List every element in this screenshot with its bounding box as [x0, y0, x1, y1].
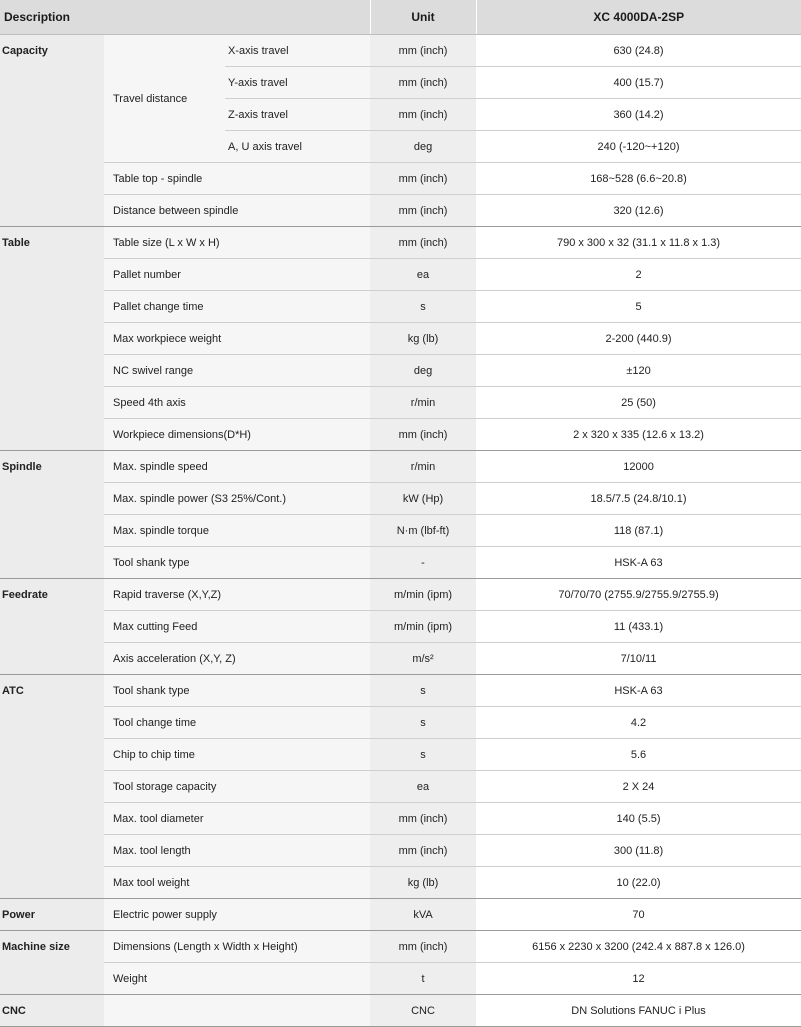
table-row [0, 515, 801, 547]
spec-table-body [0, 35, 801, 1027]
category-cell: Machine size [0, 931, 104, 995]
table-row [0, 547, 801, 579]
unit-cell: mm (inch) [370, 195, 476, 227]
table-row [0, 259, 801, 291]
item-cell: Table top - spindle [104, 163, 370, 195]
table-row [0, 227, 801, 259]
item-cell: Weight [104, 963, 370, 995]
item-cell: X-axis travel [225, 35, 370, 67]
value-cell: 5.6 [476, 739, 801, 771]
item-cell: Tool shank type [104, 547, 370, 579]
value-cell: ±120 [476, 355, 801, 387]
unit-cell: m/min (ipm) [370, 579, 476, 611]
table-row [0, 995, 801, 1027]
unit-cell: CNC [370, 995, 476, 1027]
table-row [0, 195, 801, 227]
unit-cell: m/min (ipm) [370, 611, 476, 643]
item-cell: Y-axis travel [225, 67, 370, 99]
table-row [0, 707, 801, 739]
item-cell: Max. spindle speed [104, 451, 370, 483]
table-row [0, 387, 801, 419]
header-unit: Unit [370, 0, 476, 35]
value-cell: 25 (50) [476, 387, 801, 419]
item-cell: Dimensions (Length x Width x Height) [104, 931, 370, 963]
unit-cell: r/min [370, 451, 476, 483]
value-cell: 18.5/7.5 (24.8/10.1) [476, 483, 801, 515]
group-cell: Travel distance [104, 35, 225, 163]
item-cell: Max cutting Feed [104, 611, 370, 643]
table-row [0, 35, 801, 67]
unit-cell: deg [370, 355, 476, 387]
item-cell: A, U axis travel [225, 131, 370, 163]
category-cell: Capacity [0, 35, 104, 227]
item-cell: NC swivel range [104, 355, 370, 387]
category-cell: CNC [0, 995, 104, 1027]
table-row [0, 419, 801, 451]
item-cell [104, 995, 370, 1027]
item-cell: Max workpiece weight [104, 323, 370, 355]
unit-cell: mm (inch) [370, 163, 476, 195]
table-row [0, 739, 801, 771]
table-row [0, 323, 801, 355]
category-cell: Spindle [0, 451, 104, 579]
item-cell: Rapid traverse (X,Y,Z) [104, 579, 370, 611]
category-cell: ATC [0, 675, 104, 899]
unit-cell: mm (inch) [370, 931, 476, 963]
table-row [0, 611, 801, 643]
item-cell: Workpiece dimensions(D*H) [104, 419, 370, 451]
category-cell: Table [0, 227, 104, 451]
table-row [0, 291, 801, 323]
unit-cell: m/s² [370, 643, 476, 675]
value-cell: HSK-A 63 [476, 547, 801, 579]
value-cell: 2 x 320 x 335 (12.6 x 13.2) [476, 419, 801, 451]
value-cell: DN Solutions FANUC i Plus [476, 995, 801, 1027]
value-cell: 7/10/11 [476, 643, 801, 675]
unit-cell: ea [370, 259, 476, 291]
table-row [0, 867, 801, 899]
table-row [0, 675, 801, 707]
value-cell: 360 (14.2) [476, 99, 801, 131]
unit-cell: s [370, 739, 476, 771]
unit-cell: mm (inch) [370, 67, 476, 99]
value-cell: 70 [476, 899, 801, 931]
item-cell: Max tool weight [104, 867, 370, 899]
category-cell: Feedrate [0, 579, 104, 675]
category-cell: Power [0, 899, 104, 931]
table-row [0, 483, 801, 515]
value-cell: 168~528 (6.6~20.8) [476, 163, 801, 195]
unit-cell: mm (inch) [370, 419, 476, 451]
item-cell: Max. spindle power (S3 25%/Cont.) [104, 483, 370, 515]
unit-cell: kg (lb) [370, 323, 476, 355]
value-cell: 630 (24.8) [476, 35, 801, 67]
unit-cell: N·m (lbf-ft) [370, 515, 476, 547]
value-cell: 12000 [476, 451, 801, 483]
unit-cell: mm (inch) [370, 99, 476, 131]
unit-cell: s [370, 675, 476, 707]
unit-cell: mm (inch) [370, 35, 476, 67]
unit-cell: mm (inch) [370, 803, 476, 835]
value-cell: 4.2 [476, 707, 801, 739]
value-cell: 2 X 24 [476, 771, 801, 803]
unit-cell: kW (Hp) [370, 483, 476, 515]
value-cell: 6156 x 2230 x 3200 (242.4 x 887.8 x 126.0) [476, 931, 801, 963]
value-cell: 11 (433.1) [476, 611, 801, 643]
item-cell: Max. spindle torque [104, 515, 370, 547]
value-cell: HSK-A 63 [476, 675, 801, 707]
table-row [0, 163, 801, 195]
table-row [0, 643, 801, 675]
table-header-row [0, 0, 801, 35]
item-cell: Pallet number [104, 259, 370, 291]
table-row [0, 355, 801, 387]
value-cell: 2 [476, 259, 801, 291]
table-row [0, 835, 801, 867]
unit-cell: mm (inch) [370, 227, 476, 259]
value-cell: 240 (-120~+120) [476, 131, 801, 163]
unit-cell: s [370, 291, 476, 323]
value-cell: 2-200 (440.9) [476, 323, 801, 355]
value-cell: 300 (11.8) [476, 835, 801, 867]
value-cell: 5 [476, 291, 801, 323]
header-model: XC 4000DA-2SP [476, 0, 801, 35]
table-row [0, 963, 801, 995]
item-cell: Tool shank type [104, 675, 370, 707]
value-cell: 400 (15.7) [476, 67, 801, 99]
table-row [0, 803, 801, 835]
unit-cell: kVA [370, 899, 476, 931]
item-cell: Max. tool length [104, 835, 370, 867]
item-cell: Chip to chip time [104, 739, 370, 771]
unit-cell: ea [370, 771, 476, 803]
item-cell: Electric power supply [104, 899, 370, 931]
value-cell: 140 (5.5) [476, 803, 801, 835]
item-cell: Table size (L x W x H) [104, 227, 370, 259]
item-cell: Z-axis travel [225, 99, 370, 131]
table-row [0, 931, 801, 963]
value-cell: 10 (22.0) [476, 867, 801, 899]
header-description: Description [0, 0, 370, 35]
table-row [0, 451, 801, 483]
unit-cell: s [370, 707, 476, 739]
unit-cell: t [370, 963, 476, 995]
unit-cell: deg [370, 131, 476, 163]
item-cell: Distance between spindle [104, 195, 370, 227]
item-cell: Max. tool diameter [104, 803, 370, 835]
value-cell: 118 (87.1) [476, 515, 801, 547]
value-cell: 320 (12.6) [476, 195, 801, 227]
item-cell: Tool change time [104, 707, 370, 739]
unit-cell: - [370, 547, 476, 579]
item-cell: Pallet change time [104, 291, 370, 323]
item-cell: Speed 4th axis [104, 387, 370, 419]
value-cell: 12 [476, 963, 801, 995]
unit-cell: mm (inch) [370, 835, 476, 867]
table-row [0, 579, 801, 611]
value-cell: 790 x 300 x 32 (31.1 x 11.8 x 1.3) [476, 227, 801, 259]
unit-cell: r/min [370, 387, 476, 419]
item-cell: Axis acceleration (X,Y, Z) [104, 643, 370, 675]
table-row [0, 771, 801, 803]
unit-cell: kg (lb) [370, 867, 476, 899]
value-cell: 70/70/70 (2755.9/2755.9/2755.9) [476, 579, 801, 611]
table-row [0, 899, 801, 931]
item-cell: Tool storage capacity [104, 771, 370, 803]
